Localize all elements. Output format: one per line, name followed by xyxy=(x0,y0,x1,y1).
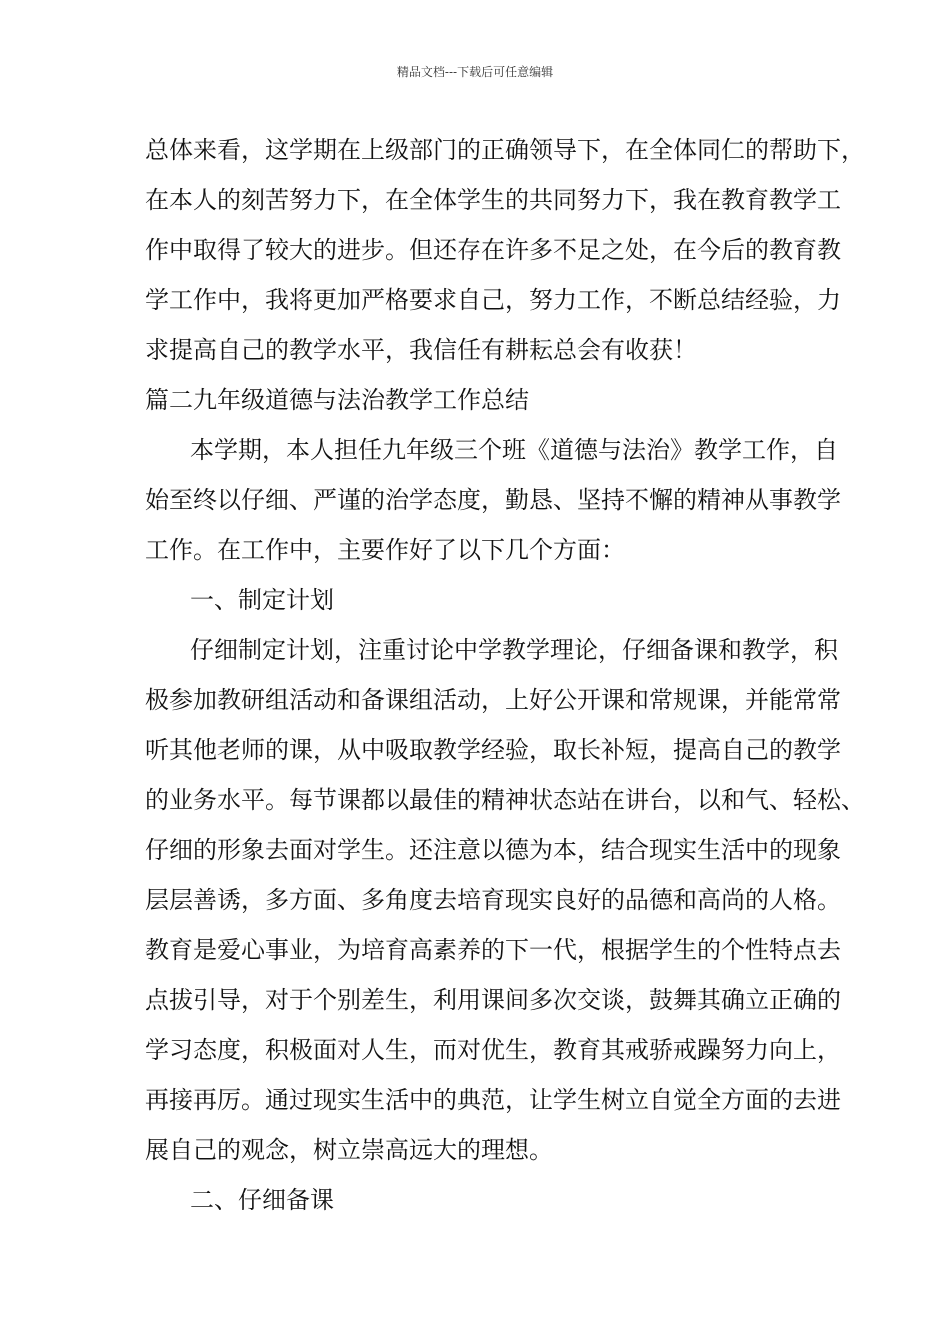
body-text-line: 工作。在工作中，主要作好了以下几个方面： xyxy=(145,536,625,564)
body-text-line: 仔细制定计划，注重讨论中学教学理论，仔细备课和教学，积 xyxy=(190,636,838,664)
body-text-line: 层层善诱，多方面、多角度去培育现实良好的品德和高尚的人格。 xyxy=(145,886,841,914)
body-text-line: 在本人的刻苦努力下，在全体学生的共同努力下，我在教育教学工 xyxy=(145,186,841,214)
subsection-heading: 一、制定计划 xyxy=(190,586,334,614)
body-text-line: 仔细的形象去面对学生。还注意以德为本，结合现实生活中的现象 xyxy=(145,836,841,864)
subsection-heading: 二、仔细备课 xyxy=(190,1186,334,1214)
body-text-line: 作中取得了较大的进步。但还存在许多不足之处，在今后的教育教 xyxy=(145,236,841,264)
body-text-line: 点拔引导，对于个别差生，利用课间多次交谈，鼓舞其确立正确的 xyxy=(145,986,841,1014)
section-title: 篇二九年级道德与法治教学工作总结 xyxy=(145,386,529,414)
body-text-line: 求提高自己的教学水平，我信任有耕耘总会有收获！ xyxy=(145,336,697,364)
body-text-line: 的业务水平。每节课都以最佳的精神状态站在讲台，以和气、轻松、 xyxy=(145,786,865,814)
body-text-line: 听其他老师的课，从中吸取教学经验，取长补短，提高自己的教学 xyxy=(145,736,841,764)
body-text-line: 展自己的观念，树立崇高远大的理想。 xyxy=(145,1136,553,1164)
body-text-line: 总体来看，这学期在上级部门的正确领导下，在全体同仁的帮助下， xyxy=(145,136,865,164)
body-text-line: 再接再厉。通过现实生活中的典范，让学生树立自觉全方面的去进 xyxy=(145,1086,841,1114)
body-text-line: 极参加教研组活动和备课组活动，上好公开课和常规课，并能常常 xyxy=(145,686,841,714)
body-text-line: 始至终以仔细、严谨的治学态度，勤恳、坚持不懈的精神从事教学 xyxy=(145,486,841,514)
page-header: 精品文档---下载后可任意编辑 xyxy=(396,65,554,79)
body-text-line: 本学期，本人担任九年级三个班《道德与法治》教学工作，自 xyxy=(190,436,838,464)
body-text-line: 教育是爱心事业，为培育高素养的下一代，根据学生的个性特点去 xyxy=(145,936,841,964)
body-text-line: 学习态度，积极面对人生，而对优生，教育其戒骄戒躁努力向上， xyxy=(145,1036,841,1064)
body-text-line: 学工作中，我将更加严格要求自己，努力工作，不断总结经验，力 xyxy=(145,286,841,314)
